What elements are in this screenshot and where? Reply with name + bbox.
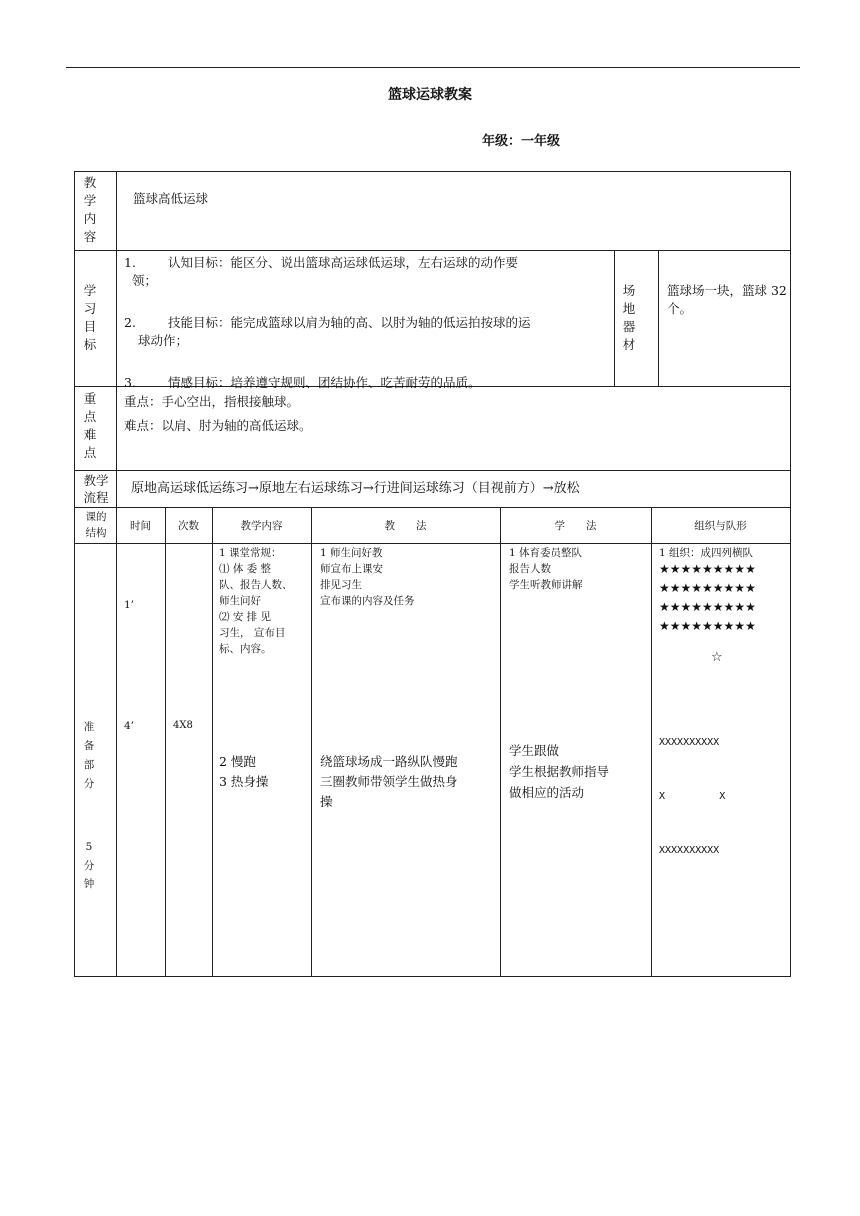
teach-run-line: 绕篮球场成一路纵队慢跑 (320, 754, 458, 769)
prep-duration-unit: 分钟 (83, 860, 95, 890)
difficulty-point: 难点：以肩、肘为轴的高低运球。 (124, 418, 312, 433)
prep-duration-num: 5 (85, 841, 93, 853)
col-org: 组织与队形 (694, 520, 747, 532)
prep-teach-run (320, 752, 498, 812)
key-point: 重点：手心空出，指根接触球。 (124, 394, 300, 409)
prep-time-1: 1’ (124, 599, 135, 611)
prep-org (659, 545, 789, 561)
objective-item (124, 374, 612, 392)
star-row: ★★★★★★★★★ (659, 581, 756, 595)
content-line: 1 课堂常规： (219, 547, 282, 559)
learn-line: 报告人数 (509, 563, 551, 575)
x-row: XXXXXXXXXX (659, 737, 720, 748)
content-label: 教学内容 (83, 175, 97, 244)
keypoints-label: 重点难点 (83, 391, 97, 460)
teach-line: 师宣布上课安 (320, 563, 383, 575)
star-row: ★★★★★★★★★ (659, 619, 756, 633)
prep-count-2: 4X8 (173, 720, 193, 731)
prep-content-run (219, 752, 268, 792)
content-line: 师生问好 (219, 595, 261, 607)
col-content: 教学内容 (240, 520, 283, 532)
keypoints-body (124, 392, 312, 436)
col-count: 次数 (178, 520, 199, 532)
star-row: ★★★★★★★★★ (659, 562, 756, 576)
objective-cont: 领； (132, 273, 158, 288)
objectives-list (124, 254, 612, 392)
objective-cont: 球动作； (138, 333, 189, 348)
objective-item (124, 254, 612, 272)
objective-text: 认知目标：能区分、说出篮球高运球低运球，左右运球的动作要 (167, 255, 518, 270)
content-line: 标、内容。 (219, 643, 272, 655)
grade-value: 一年级 (521, 134, 561, 149)
star-row: ★★★★★★★★★ (659, 600, 756, 614)
objectives-label: 学习目标 (83, 283, 97, 352)
teach-run-line: 操 (320, 794, 333, 809)
content-warmup: 3 热身操 (219, 774, 269, 789)
objective-num: 3. (124, 375, 136, 390)
learn-run-line: 学生跟做 (509, 743, 560, 758)
content-value: 篮球高低运球 (133, 191, 209, 206)
prep-teach (320, 545, 498, 609)
x-row: X X (659, 791, 726, 802)
objective-item (124, 314, 612, 332)
content-line: 习生， 宣布目 (219, 627, 286, 639)
objective-num: 2. (124, 315, 136, 330)
col-learn: 学 法 (554, 520, 597, 532)
content-line: ⑴ 体 委 整 (219, 563, 272, 575)
prep-learn-run (509, 740, 649, 803)
venue-label: 场地器材 (622, 283, 636, 352)
page-title: 篮球运球教案 (388, 87, 472, 103)
process-label-2: 流程 (83, 490, 109, 505)
formation-stars (659, 560, 789, 636)
col-structure (80, 509, 112, 541)
objective-text: 情感目标：培养遵守规则、团结协作、吃苦耐劳的品质。 (167, 375, 481, 390)
prep-time-2: 4’ (124, 720, 135, 732)
objective-num: 1. (124, 255, 136, 270)
content-line: 队、报告人数、 (219, 579, 293, 591)
teach-run-line: 三圈教师带领学生做热身 (320, 774, 458, 789)
learn-line: 学生听教师讲解 (509, 579, 583, 591)
prep-content (219, 545, 309, 657)
objective-text: 技能目标：能完成篮球以肩为轴的高、以肘为轴的低运拍按球的运 (167, 315, 531, 330)
learn-line: 1 体育委员整队 (509, 547, 583, 559)
header-rule (66, 67, 800, 68)
venue-value: 篮球场一块，篮球 32 个。 (667, 283, 787, 316)
teach-line: 宣布课的内容及任务 (320, 595, 415, 607)
teach-line: 排见习生 (320, 579, 362, 591)
col-teach: 教 法 (384, 520, 427, 532)
process-label-1: 教学 (83, 473, 109, 488)
learn-run-line: 学生根据教师指导 (509, 764, 610, 779)
content-run: 2 慢跑 (219, 754, 256, 769)
col-structure-1: 课的 (85, 511, 107, 523)
teacher-star-icon: ☆ (711, 650, 723, 665)
process-value: 原地高运球低运练习→原地左右运球练习→行进间运球练习（目视前方）→放松 (131, 481, 580, 496)
teach-line: 1 师生问好教 (320, 547, 383, 559)
formation-x (659, 698, 725, 878)
content-line: ⑵ 安 排 见 (219, 611, 272, 623)
learn-run-line: 做相应的活动 (509, 785, 585, 800)
col-structure-2: 结构 (85, 527, 107, 539)
x-row: XXXXXXXXXX (659, 845, 720, 856)
org-title: 1 组织：成四列横队 (659, 547, 754, 559)
prep-learn (509, 545, 649, 593)
process-label (80, 472, 112, 506)
grade-label: 年级： (482, 134, 522, 149)
col-time: 时间 (130, 520, 151, 532)
grade-line (482, 130, 560, 149)
prep-section-label: 准备部分 (83, 721, 95, 790)
